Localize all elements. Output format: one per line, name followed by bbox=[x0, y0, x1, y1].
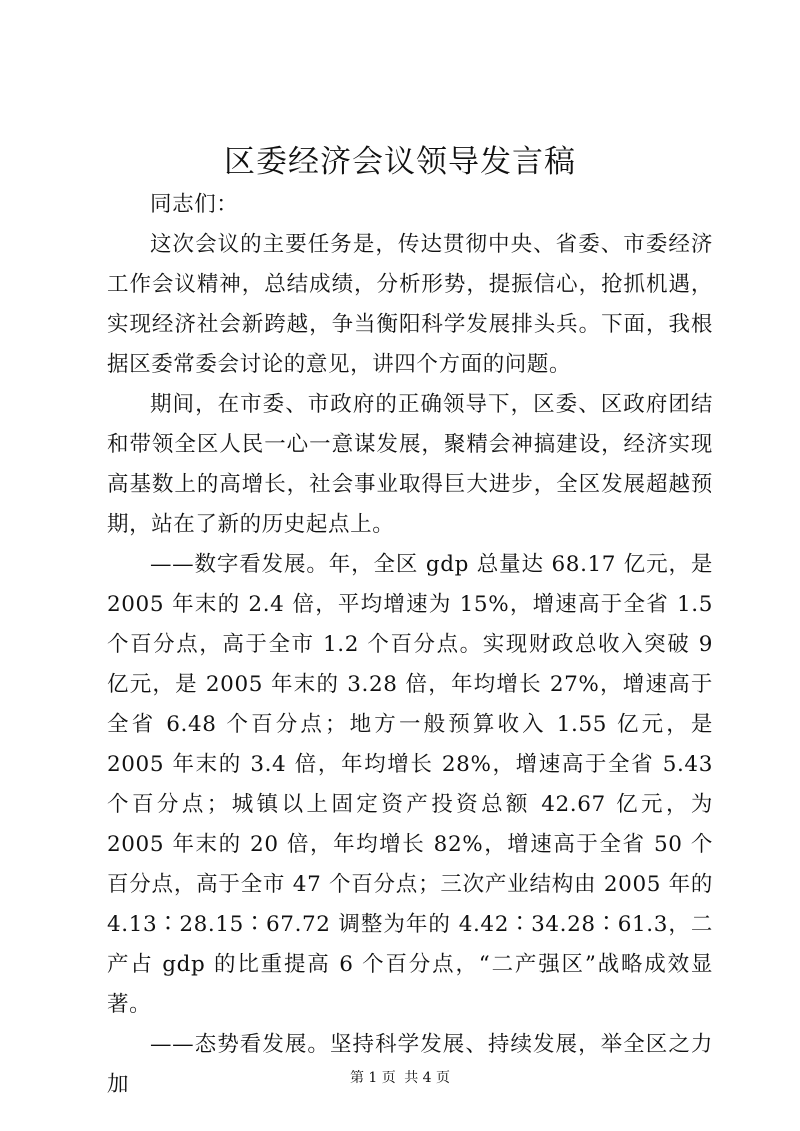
paragraph-trend: ——态势看发展。坚持科学发展、持续发展，举全区之力加 bbox=[107, 1032, 713, 1097]
paragraph-period-review: 期间，在市委、市政府的正确领导下，区委、区政府团结和带领全区人民一心一意谋发展，聚精会神搞建设，经济实现高基数上的高增长，社会事业取得巨大进步，全区发展超越预期，站在了新的历史起点上。 bbox=[107, 392, 713, 537]
page-footer bbox=[0, 1068, 800, 1088]
page-title: 区委经济会议领导发言稿 bbox=[224, 144, 576, 180]
page-total: 共 4 页 bbox=[404, 1070, 451, 1086]
paragraph-numbers: ——数字看发展。年，全区 gdp 总量达 68.17 亿元，是 2005 年末的 2.4 倍，平均增速为 15%，增速高于全省 1.5 个百分点，高于全市 1.2 个百分点。实现财政总收入突破 9 亿元，是 2005 年末的 3.28 倍，年均增长 27%，增速高于全省 6.48 个百分点；地方一般预算收入 1.55 亿元，是 2005 年末的 3.4 倍，年均增长 28%，增速高于全省 5.43 个百分点；城镇以上固定资产投资总额 42.67 亿元，为 2005 年末的 20 倍，年均增长 82%，增速高于全省 50 个百分点，高于全市 47 个百分点；三次产业结构由 2005 年的 4.13∶28.15∶67.72 调整为年的 4.42∶34.28∶61.3，二产占 gdp 的比重提高 6 个百分点，“二产强区”战略成效显著。 bbox=[107, 552, 713, 1017]
paragraph-meeting-tasks: 这次会议的主要任务是，传达贯彻中央、省委、市委经济工作会议精神，总结成绩，分析形势，提振信心，抢抓机遇，实现经济社会新跨越，争当衡阳科学发展排头兵。下面，我根据区委常委会讨论的意见，讲四个方面的问题。 bbox=[107, 232, 713, 377]
page-number: 第 1 页 bbox=[349, 1070, 396, 1086]
document-body bbox=[107, 185, 713, 1105]
paragraph-salutation: 同志们： bbox=[150, 192, 239, 217]
